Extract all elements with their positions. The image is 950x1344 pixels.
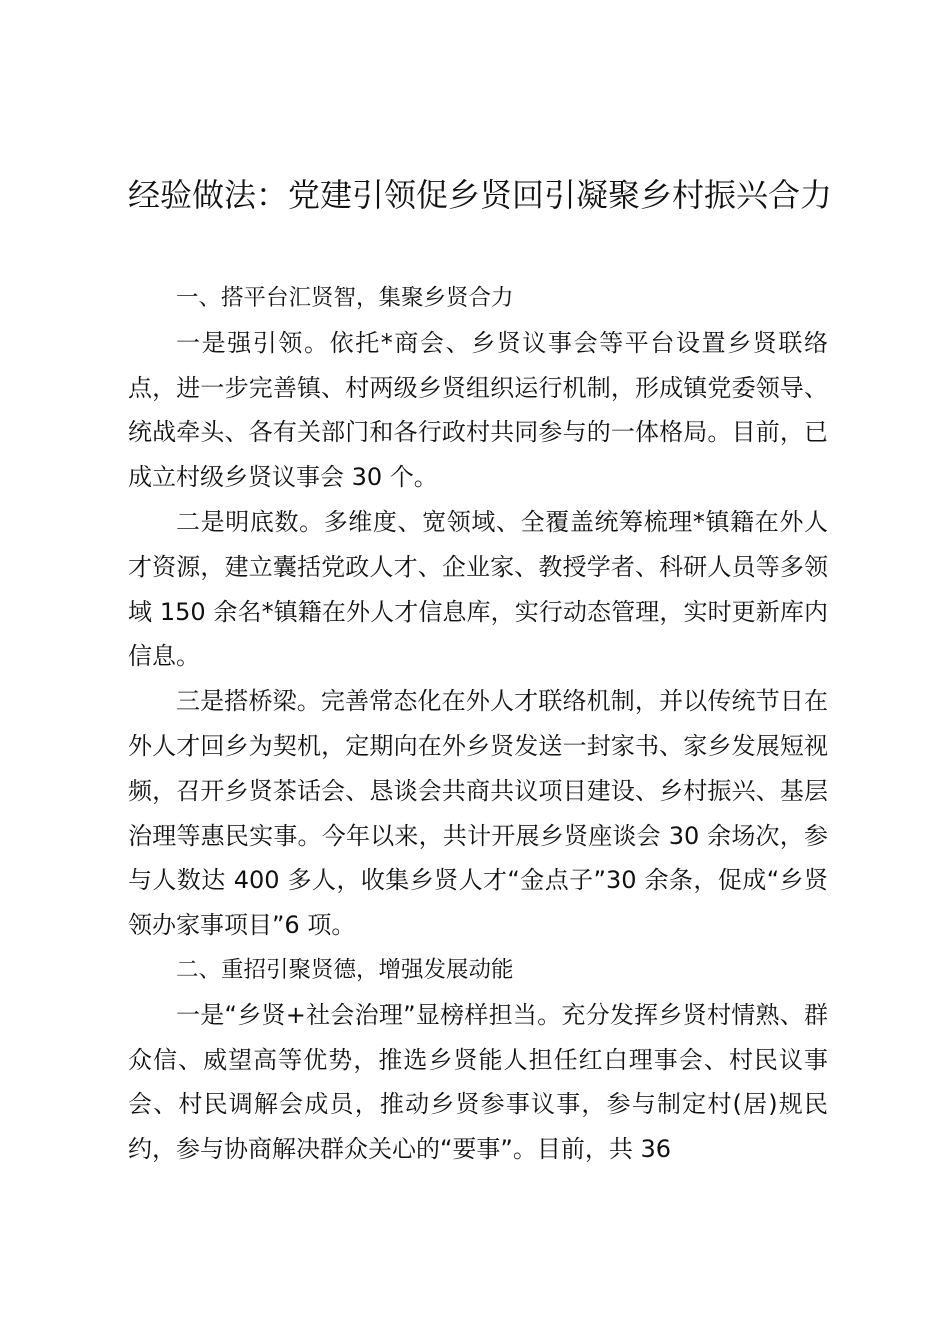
section-heading-2: 二、重招引聚贤德，增强发展动能 — [176, 956, 514, 983]
paragraph-build-bridges: 三是搭桥梁。完善常态化在外人才联络机制，并以传统节日在外人才回乡为契机，定期向在外乡贤发送一封家书、家乡发展短视频，召开乡贤茶话会、恳谈会共商共议项目建设、乡村振兴、基层治理等惠民实事。今年以来，共计开展乡贤座谈会 30 余场次，参与人数达 400 多人，收集乡贤人才“金点子”30 余条，促成“乡贤领办家事项目”6 项。 — [128, 687, 828, 940]
paragraph-social-governance: 一是“乡贤+社会治理”显榜样担当。充分发挥乡贤村情熟、群众信、威望高等优势，推选乡贤能人担任红白理事会、村民议事会、村民调解会成员，推动乡贤参事议事，参与制定村(居)规民约，参与协商解决群众关心的“要事”。目前，共 36 — [128, 1000, 828, 1164]
document-body — [128, 276, 828, 1172]
paragraph-strengthen-leadership: 一是强引领。依托*商会、乡贤议事会等平台设置乡贤联络点，进一步完善镇、村两级乡贤组织运行机制，形成镇党委领导、统战牵头、各有关部门和各行政村共同参与的一体格局。目前，已成立村级乡贤议事会 30 个。 — [128, 328, 828, 492]
section-heading-1: 一、搭平台汇贤智，集聚乡贤合力 — [176, 285, 514, 311]
paragraph-clarify-numbers: 二是明底数。多维度、宽领域、全覆盖统筹梳理*镇籍在外人才资源，建立囊括党政人才、企业家、教授学者、科研人员等多领域 150 余名*镇籍在外人才信息库，实行动态管理，实时更新库内信息。 — [128, 507, 828, 671]
document-title: 经验做法：党建引领促乡贤回引凝聚乡村振兴合力 — [127, 176, 832, 214]
